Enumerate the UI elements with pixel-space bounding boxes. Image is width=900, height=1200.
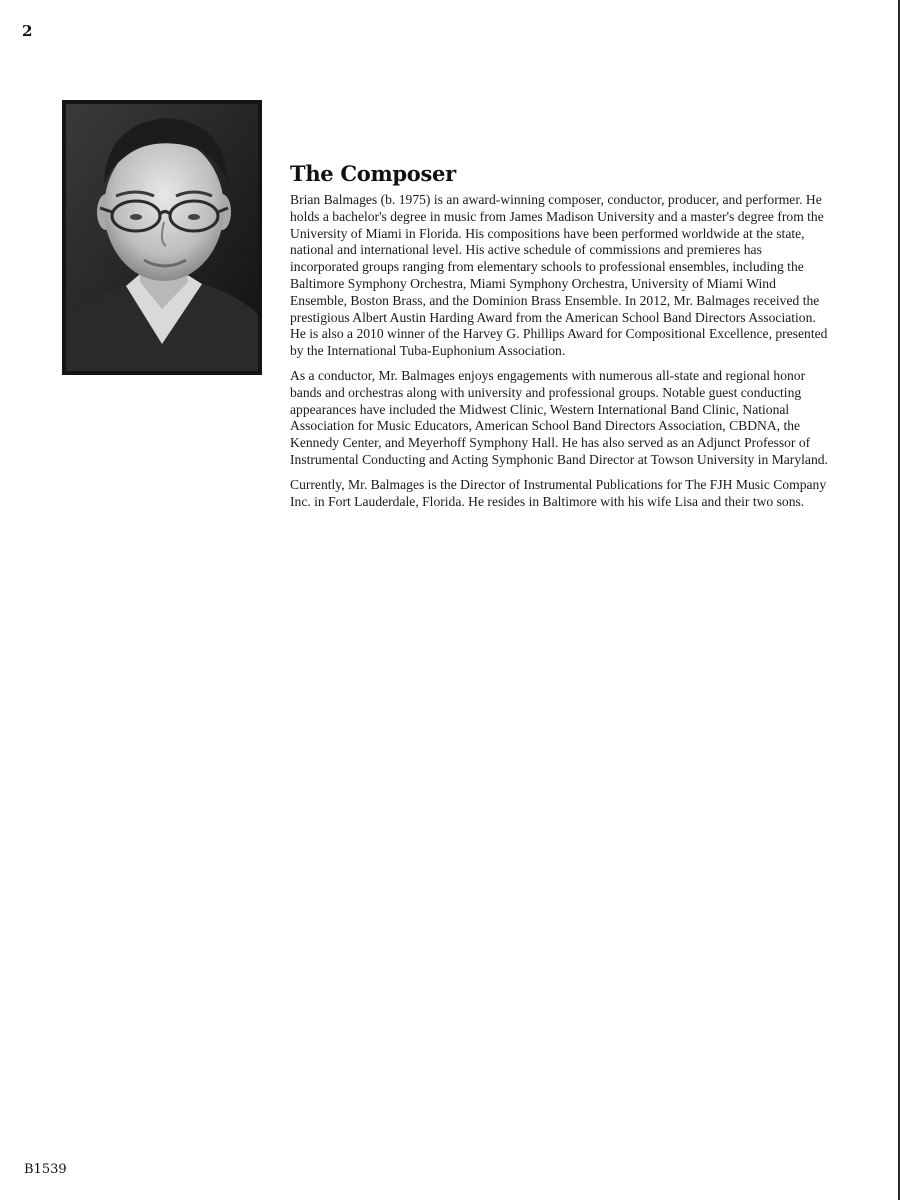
- page-number: 2: [22, 22, 33, 40]
- bio-paragraph: As a conductor, Mr. Balmages enjoys engagements with numerous all-state and regional honor bands and orchestras along with university and professional groups. Notable guest conducting appearances have included the Midwest Clinic, Western International Band Clinic, National Association for Music Educators, American School Band Directors Association, CBDNA, the Kennedy Center, and Meyerhoff Symphony Hall. He has also served as an Adjunct Professor of Instrumental Conducting and Acting Symphonic Band Director at Towson University in Maryland.: [290, 367, 828, 467]
- bio-paragraph: Currently, Mr. Balmages is the Director of Instrumental Publications for The FJH Music Company Inc. in Fort Lauderdale, Florida. He resides in Baltimore with his wife Lisa and their two sons.: [290, 476, 827, 509]
- section-title: The Composer: [290, 161, 456, 186]
- composer-section: [290, 160, 830, 518]
- portrait-photo-icon: [66, 104, 258, 371]
- composer-portrait: [62, 100, 262, 375]
- bio-paragraph: Brian Balmages (b. 1975) is an award-winning composer, conductor, producer, and performer. He holds a bachelor's degree in music from James Madison University and a master's degree from the University of Miami in Florida. His compositions have been performed worldwide at the state, national and international level. His active schedule of commissions and premieres has incorporated groups ranging from elementary schools to professional ensembles, including the Baltimore Symphony Orchestra, Miami Symphony Orchestra, University of Miami Wind Ensemble, Boston Brass, and the Dominion Brass Ensemble. In 2012, Mr. Balmages received the prestigious Albert Austin Harding Award from the American School Band Directors Association. He is also a 2010 winner of the Harvey G. Phillips Award for Compositional Excellence, presented by the International Tuba-Euphonium Association.: [290, 192, 828, 359]
- catalog-code: B1539: [24, 1162, 67, 1177]
